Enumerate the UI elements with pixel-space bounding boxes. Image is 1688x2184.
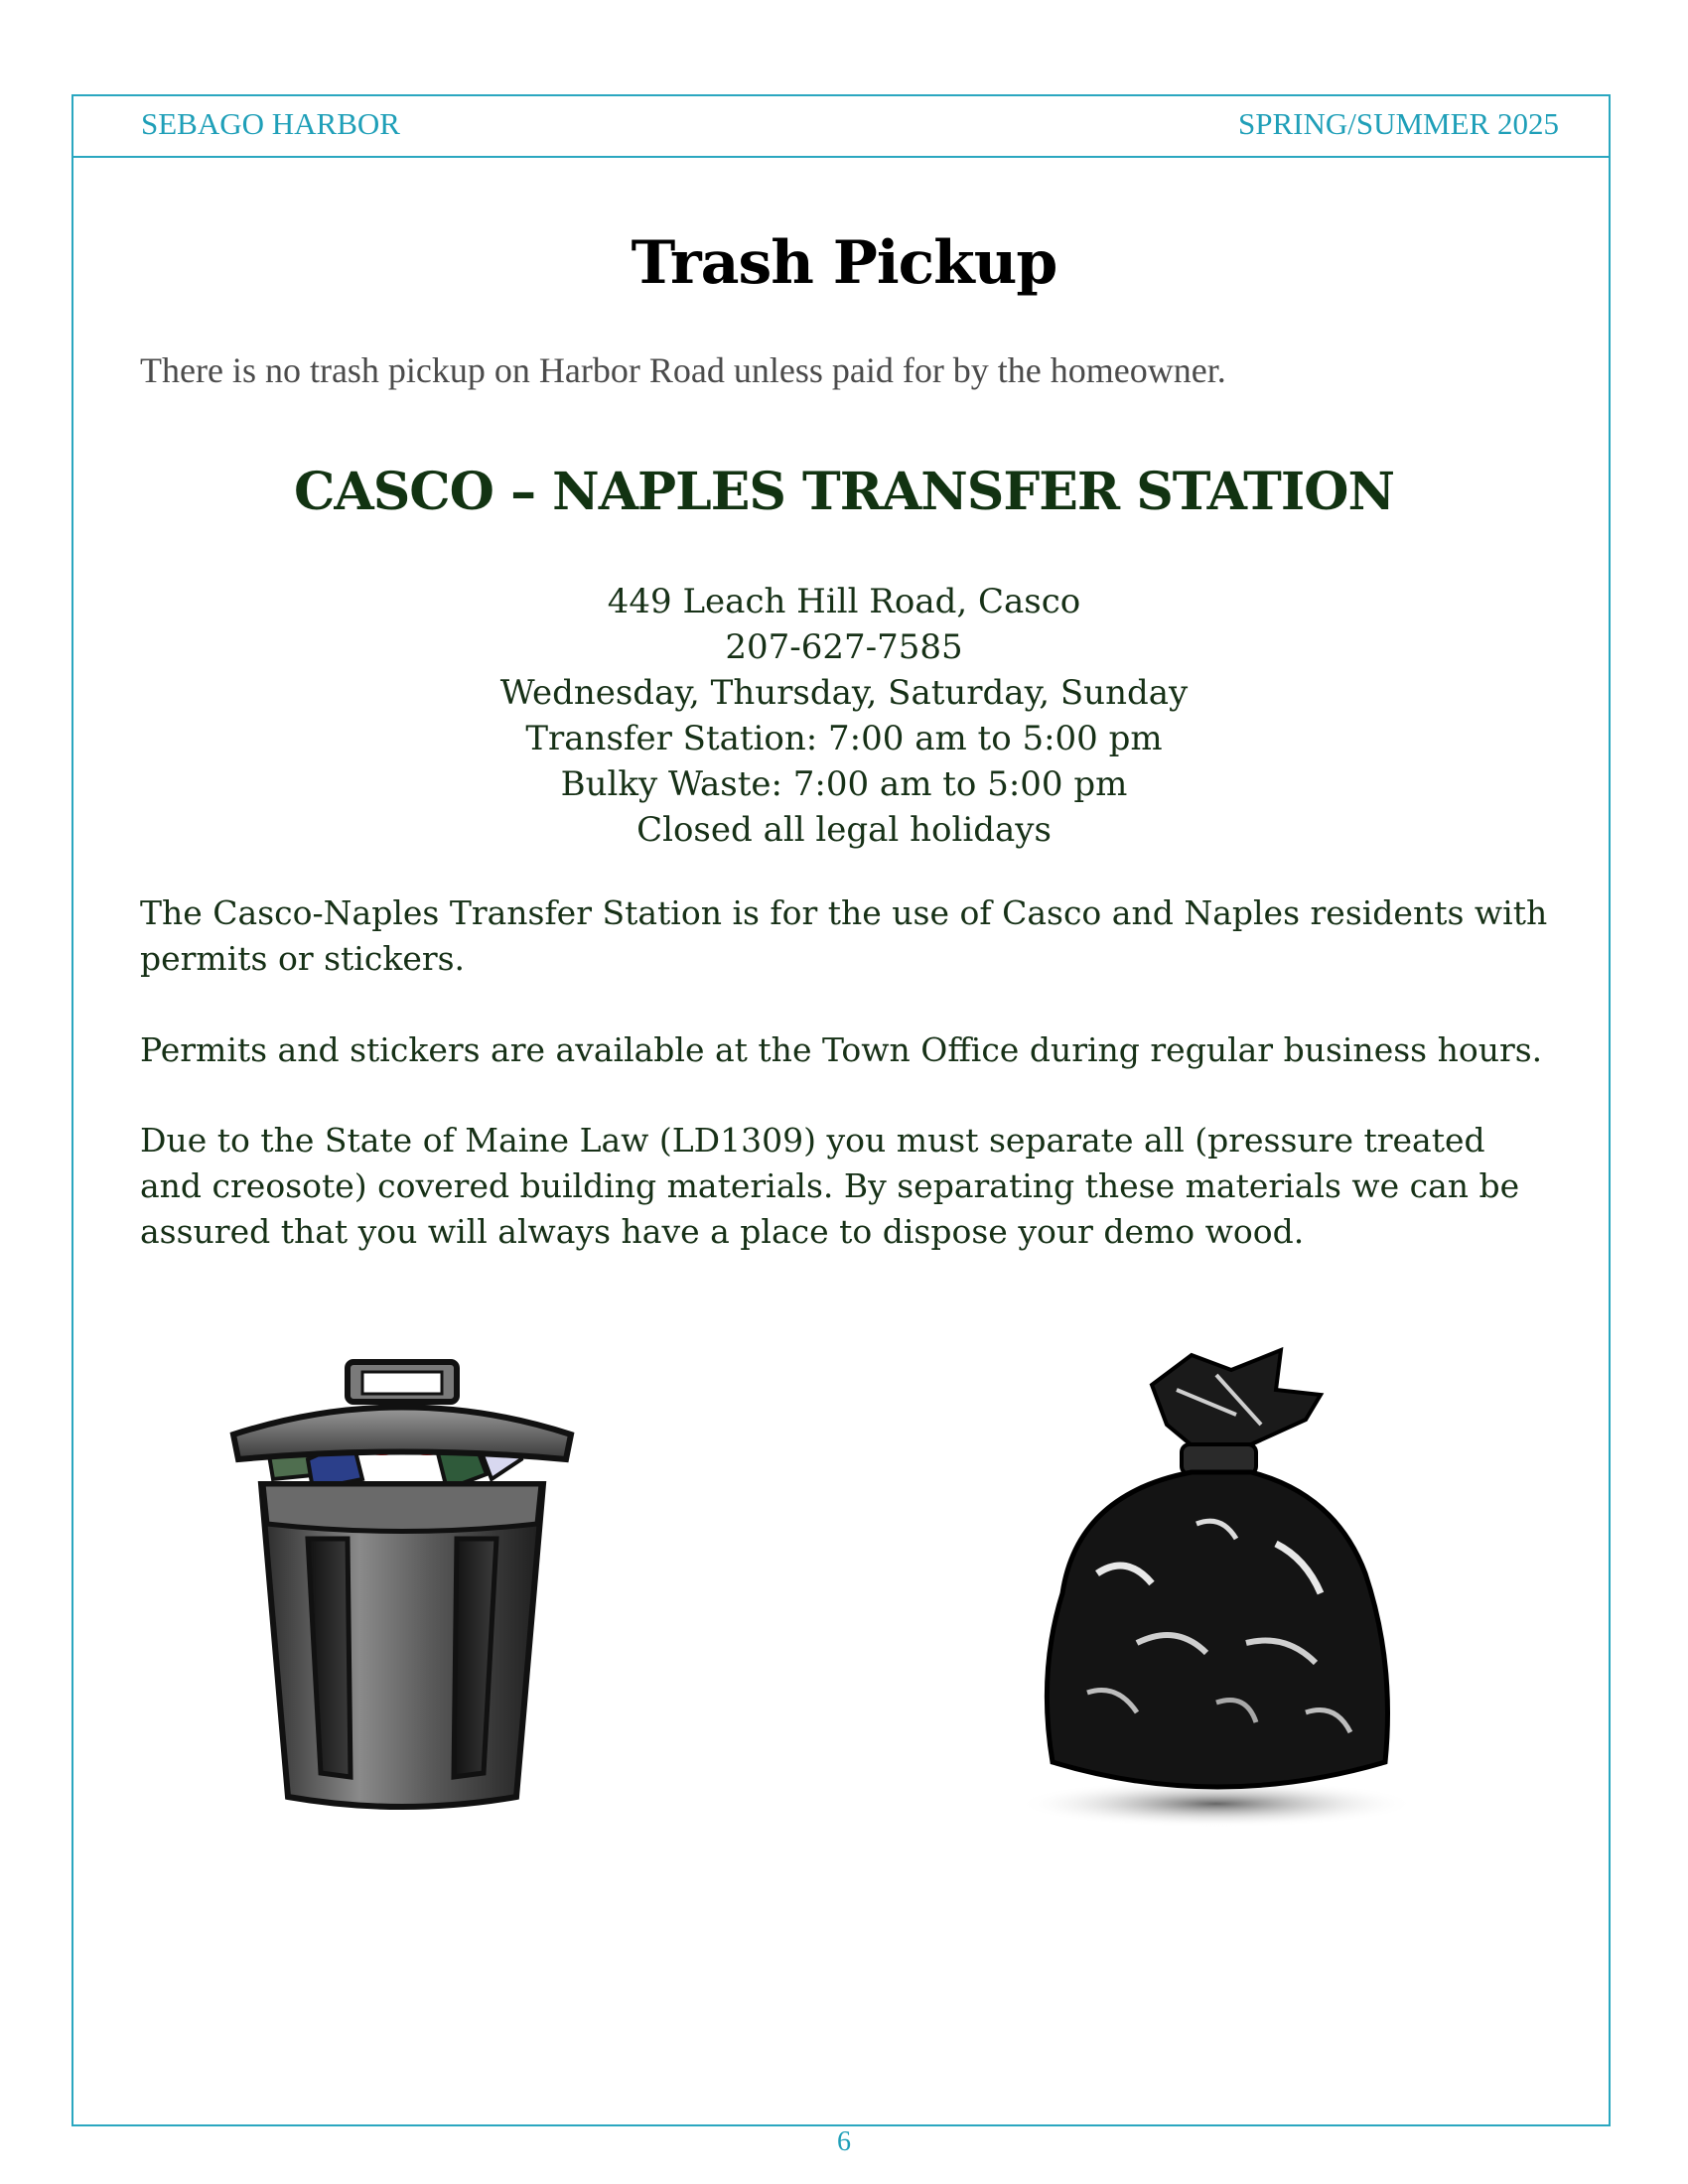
trash-bag-icon	[978, 1345, 1445, 1842]
station-heading: CASCO – NAPLES TRANSFER STATION	[294, 462, 1394, 522]
page-number: 6	[837, 2126, 851, 2157]
intro-text: There is no trash pickup on Harbor Road unless paid for by the homeowner.	[140, 350, 1226, 390]
trash-can-icon	[213, 1340, 591, 1827]
holiday-note: Closed all legal holidays	[636, 810, 1052, 850]
running-header	[73, 96, 1609, 158]
paragraph-residents: The Casco-Naples Transfer Station is for the use of Casco and Naples residents with permits or stickers.	[140, 893, 1548, 978]
page-title: Trash Pickup	[631, 228, 1057, 298]
station-phone: 207-627-7585	[725, 627, 963, 667]
station-hours: Transfer Station: 7:00 am to 5:00 pm	[525, 719, 1163, 758]
station-days: Wednesday, Thursday, Saturday, Sunday	[499, 673, 1189, 713]
station-info	[0, 579, 1688, 853]
bulky-waste-hours: Bulky Waste: 7:00 am to 5:00 pm	[560, 764, 1128, 804]
paragraph-state-law: Due to the State of Maine Law (LD1309) you must separate all (pressure treated and creosote) covered building materials. By separating these materials we can be assured that you will always have a place to dispose your demo wood.	[140, 1121, 1520, 1251]
paragraph-permits: Permits and stickers are available at the Town Office during regular business hours.	[140, 1030, 1543, 1069]
station-address: 449 Leach Hill Road, Casco	[607, 582, 1081, 621]
header-publication-name: SEBAGO HARBOR	[141, 106, 400, 141]
header-issue-date: SPRING/SUMMER 2025	[1238, 106, 1559, 141]
